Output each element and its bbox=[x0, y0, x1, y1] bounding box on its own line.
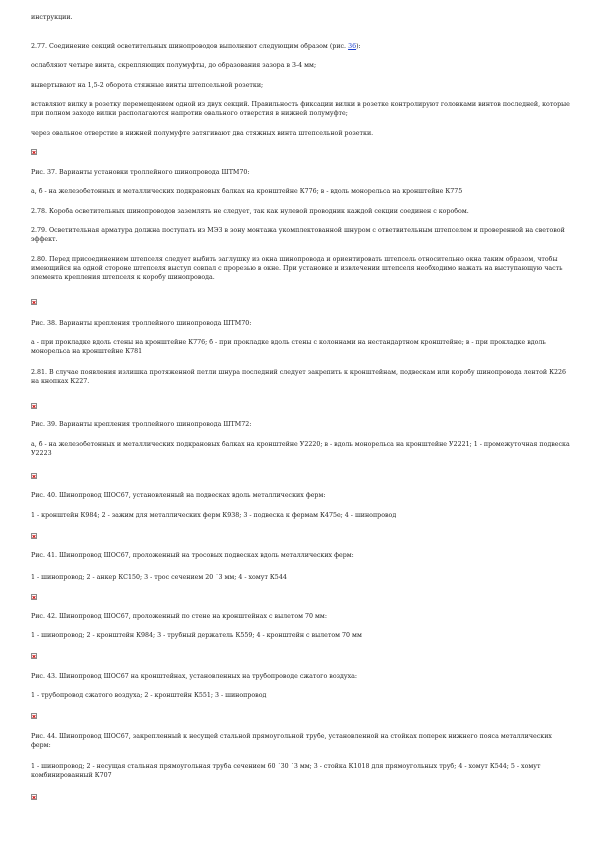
broken-image-icon bbox=[31, 653, 37, 659]
figure-43-legend: 1 - трубопровод сжатого воздуха; 2 - кронштейн К551; 3 - шинопровод bbox=[31, 692, 267, 699]
step-tighten-screws: через овальное отверстие в нижней полумуфте затягивают два стяжных винта штепсельной розетки. bbox=[31, 130, 374, 137]
paragraph-2-79: 2.79. Осветительная арматура должна поступать из МЭЗ в зону монтажа укомплектованной шнуром с ответвительным штепселем и проверенной на световой эффект. bbox=[31, 227, 565, 243]
broken-image-icon bbox=[31, 594, 37, 600]
paragraph-instructions-end: инструкции. bbox=[31, 14, 73, 21]
figure-39-legend: а, б - на железобетонных и металлических подкрановых балках на кронштейне У2220; в - вдоль монорельса на кронштейне У2221; 1 - промежуточная подвеска У2223 bbox=[31, 441, 570, 457]
figure-38-caption: Рис. 38. Варианты крепления троллейного шинопровода ШТМ70: bbox=[31, 320, 252, 327]
paragraph-2-77 bbox=[31, 43, 571, 52]
broken-image-icon bbox=[31, 149, 37, 155]
figure-42-legend: 1 - шинопровод; 2 - кронштейн К984; 3 - трубный держатель К559; 4 - кронштейн с вылетом 70 мм bbox=[31, 632, 362, 639]
figure-41-caption: Рис. 41. Шинопровод ШОС67, проложенный на тросовых подвесках вдоль металлических ферм: bbox=[31, 552, 354, 559]
figure-44-legend: 1 - шинопровод; 2 - несущая стальная прямоугольная труба сечением 60 ´30 ´3 мм; 3 - стойка К1018 для прямоугольных труб; 4 - хомут К544; 5 - хомут комбинированный К707 bbox=[31, 763, 541, 779]
figure-44-caption: Рис. 44. Шинопровод ШОС67, закрепленный к несущей стальной прямоугольной трубе, установленной на стойках поперек нижнего пояса металлических ферм: bbox=[31, 733, 552, 749]
broken-image-icon bbox=[31, 533, 37, 539]
broken-image-icon bbox=[31, 299, 37, 305]
figure-38-legend: а - при прокладке вдоль стены на кронштейне К776; б - при прокладке вдоль стены с колоннами на нестандартном кронштейне; в - при прокладке вдоль монорельса на кронштейне К781 bbox=[31, 339, 546, 355]
figure-36-link[interactable]: 36 bbox=[348, 43, 357, 50]
figure-37-caption: Рис. 37. Варианты установки троллейного шинопровода ШТМ70: bbox=[31, 169, 250, 176]
step-loosen-screws: ослабляют четыре винта, скрепляющих полумуфты, до образования зазора в 3-4 мм; bbox=[31, 62, 317, 69]
paragraph-2-77-suffix: ): bbox=[356, 43, 361, 50]
figure-40-caption: Рис. 40. Шинопровод ШОС67, установленный на подвесках вдоль металлических ферм: bbox=[31, 492, 326, 499]
paragraph-2-80: 2.80. Перед присоединением штепселя следует выбить заглушку из окна шинопровода и ориентировать штепсель относительно окна таким образом, чтобы имеющийся на одной стороне штепселя выступ совпал с прорезью в окне. При установке и извлечении штепселя необходимо нажать на выступающую часть элемента крепления штепселя к коробу шинопровода. bbox=[31, 256, 563, 281]
figure-42-caption: Рис. 42. Шинопровод ШОС67, проложенный по стене на кронштейнах с вылетом 70 мм: bbox=[31, 613, 327, 620]
figure-37-legend: а, б - на железобетонных и металлических подкрановых балках на кронштейне К776; в - вдоль монорельса на кронштейне К775 bbox=[31, 188, 463, 195]
figure-39-caption: Рис. 39. Варианты крепления троллейного шинопровода ШТМ72: bbox=[31, 421, 252, 428]
figure-43-caption: Рис. 43. Шинопровод ШОС67 на кронштейнах, установленных на трубопроводе сжатого воздуха: bbox=[31, 673, 358, 680]
paragraph-2-81: 2.81. В случае появления излишка протяженной петли шнура последний следует закрепить к кронштейнам, подвескам или коробу шинопровода лентой К226 на кнопках К227. bbox=[31, 369, 566, 385]
broken-image-icon bbox=[31, 713, 37, 719]
paragraph-2-77-text: 2.77. Соединение секций осветительных шинопроводов выполняют следующим образом (рис. bbox=[31, 43, 347, 50]
figure-41-legend: 1 - шинопровод; 2 - анкер КС150; 3 - трос сечением 20 ´3 мм; 4 - хомут К544 bbox=[31, 574, 287, 581]
step-unscrew-socket: вывертывают на 1,5-2 оборота стяжные винты штепсельной розетки; bbox=[31, 82, 264, 89]
paragraph-2-78: 2.78. Короба осветительных шинопроводов заземлять не следует, так как нулевой проводник каждой секции соединен с коробом. bbox=[31, 208, 469, 215]
broken-image-icon bbox=[31, 403, 37, 409]
step-insert-plug: вставляют вилку в розетку перемещением одной из двух секций. Правильность фиксации вилки в розетке контролируют головками винтов последней, которые при полном заходе вилки располагаются напротив овального отверстия в нижней полумуфте; bbox=[31, 101, 570, 117]
figure-40-legend: 1 - кронштейн К984; 2 - зажим для металлических ферм К938; 3 - подвеска к фермам К475е; 4 - шинопровод bbox=[31, 512, 397, 519]
broken-image-icon bbox=[31, 473, 37, 479]
broken-image-icon bbox=[31, 794, 37, 800]
